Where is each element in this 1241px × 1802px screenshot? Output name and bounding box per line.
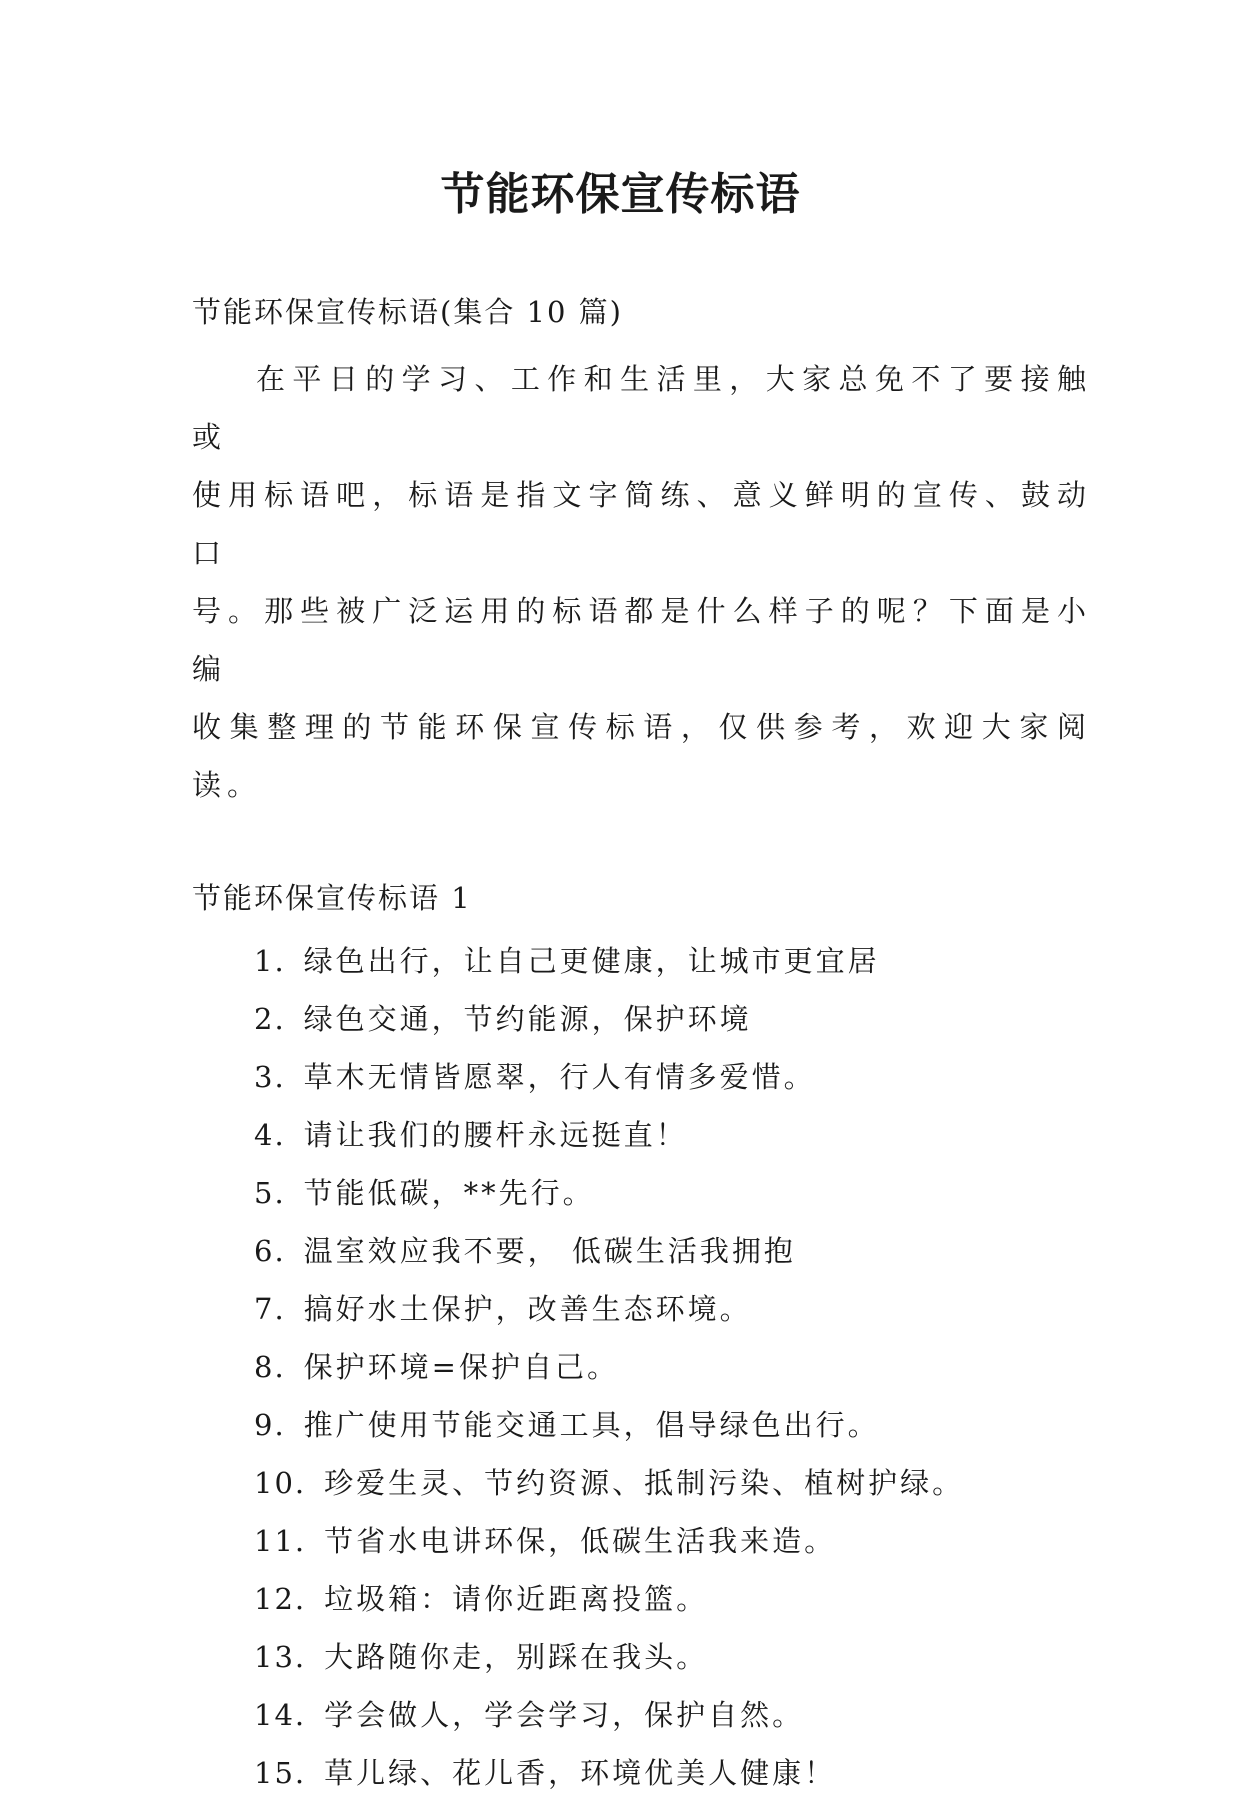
document-subtitle: 节能环保宣传标语(集合 10 篇) [192, 295, 623, 329]
slogan-number: 15. [254, 1756, 307, 1790]
slogan-item [254, 1686, 1092, 1744]
slogan-number: 13. [254, 1640, 307, 1674]
intro-line: 号。那些被广泛运用的标语都是什么样子的呢？下面是小编 [192, 594, 1092, 686]
slogan-number: 3. [254, 1060, 286, 1094]
slogan-list [254, 932, 1092, 1802]
slogan-text: 垃圾箱：请你近距离投篮。 [324, 1582, 709, 1616]
intro-paragraph [192, 350, 1092, 814]
slogan-text: 节省水电讲环保，低碳生活我来造。 [324, 1524, 837, 1558]
slogan-number: 2. [254, 1002, 286, 1036]
slogan-number: 14. [254, 1698, 307, 1732]
slogan-number: 1. [254, 944, 286, 978]
slogan-item [254, 1512, 1092, 1570]
slogan-text: 草木无情皆愿翠，行人有情多爱惜。 [303, 1060, 816, 1094]
intro-line: 在平日的学习、工作和生活里，大家总免不了要接触或 [192, 362, 1092, 454]
slogan-text: 节能低碳，**先行。 [303, 1176, 595, 1210]
slogan-number: 11. [254, 1524, 307, 1558]
slogan-text: 大路随你走，别踩在我头。 [324, 1640, 709, 1674]
slogan-item [254, 1222, 1092, 1280]
slogan-item [254, 1396, 1092, 1454]
slogan-number: 8. [254, 1350, 286, 1384]
slogan-item [254, 1454, 1092, 1512]
intro-line: 使用标语吧，标语是指文字简练、意义鲜明的宣传、鼓动口 [192, 478, 1092, 570]
slogan-item [254, 1048, 1092, 1106]
slogan-text: 温室效应我不要， 低碳生活我拥抱 [303, 1234, 796, 1268]
slogan-number: 10. [254, 1466, 307, 1500]
slogan-item [254, 1744, 1092, 1802]
section-heading: 节能环保宣传标语 1 [192, 881, 472, 915]
slogan-item [254, 1164, 1092, 1222]
slogan-item [254, 990, 1092, 1048]
document-title: 节能环保宣传标语 [440, 169, 801, 220]
slogan-number: 5. [254, 1176, 286, 1210]
slogan-number: 4. [254, 1118, 286, 1152]
slogan-item [254, 1280, 1092, 1338]
slogan-text: 草儿绿、花儿香，环境优美人健康！ [324, 1756, 837, 1790]
slogan-item [254, 932, 1092, 990]
slogan-item [254, 1628, 1092, 1686]
slogan-text: 请让我们的腰杆永远挺直！ [303, 1118, 688, 1152]
slogan-text: 推广使用节能交通工具，倡导绿色出行。 [303, 1408, 880, 1442]
slogan-text: 搞好水土保护，改善生态环境。 [303, 1292, 752, 1326]
slogan-item [254, 1106, 1092, 1164]
slogan-item [254, 1338, 1092, 1396]
slogan-text: 保护环境=保护自己。 [303, 1350, 619, 1384]
document-body [192, 292, 1092, 1802]
slogan-number: 9. [254, 1408, 286, 1442]
intro-line: 收集整理的节能环保宣传标语，仅供参考，欢迎大家阅读。 [192, 710, 1092, 802]
slogan-number: 7. [254, 1292, 286, 1326]
slogan-item [254, 1570, 1092, 1628]
slogan-number: 12. [254, 1582, 307, 1616]
slogan-text: 学会做人，学会学习，保护自然。 [324, 1698, 805, 1732]
slogan-text: 珍爱生灵、节约资源、抵制污染、植树护绿。 [324, 1466, 965, 1500]
slogan-text: 绿色交通，节约能源，保护环境 [303, 1002, 752, 1036]
slogan-number: 6. [254, 1234, 286, 1268]
slogan-text: 绿色出行，让自己更健康，让城市更宜居 [303, 944, 880, 978]
